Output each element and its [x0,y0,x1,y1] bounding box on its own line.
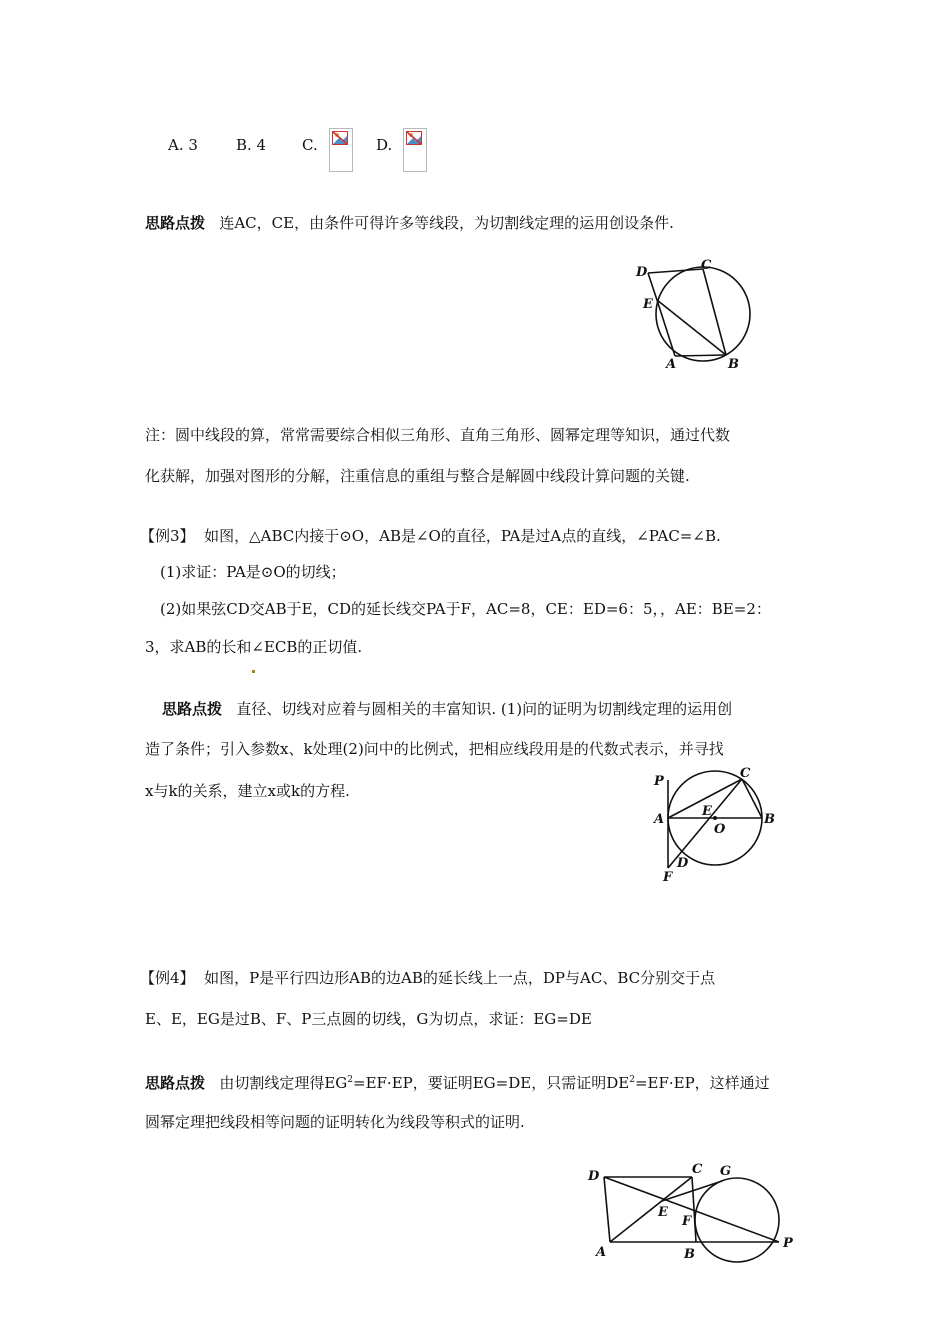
stray-dot [252,670,255,673]
hint-label: 思路点拨 [145,1074,206,1092]
label-c: C [701,258,712,273]
hint2-line-2: 造了条件；引入参数x、k处理(2)问中的比例式，把相应线段用是的代数式表示，并寻找 [145,740,724,758]
example3-statement [140,525,721,547]
label-a: A [666,357,677,372]
label-d: D [636,265,648,280]
example4-text-1: 如图，P是平行四边形AB的边AB的延长线上一点，DP与AC、BC分别交于点 [204,969,716,987]
example3-question-1: (1)求证：PA是⊙O的切线； [160,563,346,581]
label-c: C [740,766,751,781]
hint-label: 思路点拨 [162,700,223,718]
label-e: E [658,1205,668,1220]
label-d: D [588,1169,600,1184]
hint2-text-1: 直径、切线对应着与圆相关的丰富知识. (1)问的证明为切割线定理的运用创 [236,700,733,718]
hint3-line-2: 圆幂定理把线段相等问题的证明转化为线段等积式的证明. [145,1113,525,1131]
hint-label: 思路点拨 [145,214,206,232]
label-p: P [783,1236,793,1251]
label-e: E [702,804,712,819]
broken-image-icon [403,128,427,172]
option-a: A. 3 [168,136,198,154]
hint3-line-1: 思路点拨 由切割线定理得$EG^2=EF\cdot EP$，要证明EG=DE，只需证明$DE^2=EF\cdot EP$，这样通过 [145,1074,770,1092]
label-a: A [596,1245,607,1260]
example4-line-2: E、E，EG是过B、F、P三点圆的切线，G为切点，求证：EG=DE [145,1010,592,1028]
example3-question-2-cont: 3，求AB的长和∠ECB的正切值. [145,638,363,656]
label-a: A [654,812,665,827]
figure-circle-decab [630,256,760,374]
hint2-line-3: x与k的关系，建立x或k的方程. [145,782,350,800]
option-c: C. [302,136,318,154]
label-p: P [654,774,664,789]
broken-image-icon [329,128,353,172]
option-b: B. 4 [236,136,267,154]
label-b: B [728,357,739,372]
label-g: G [720,1164,732,1179]
label-e: E [643,297,653,312]
figure-circle-tangent [650,765,785,885]
hint-paragraph [145,212,674,234]
example3-tag: 【例3】 [140,527,195,545]
figure-parallelogram-circle [582,1155,807,1267]
label-f: F [663,870,673,885]
label-b: B [764,812,775,827]
label-o: O [714,822,726,837]
hint2-line-1 [162,698,732,720]
label-c: C [692,1162,703,1177]
label-b: B [684,1247,695,1262]
example4-tag: 【例4】 [140,969,195,987]
example3-question-2: (2)如果弦CD交AB于E，CD的延长线交PA于F，AC=8，CE：ED=6：5，，AE：BE=2： [160,600,771,618]
note-line-1: 注：圆中线段的算，常常需要综合相似三角形、直角三角形、圆幂定理等知识，通过代数 [145,426,731,444]
example4-line-1 [140,967,715,989]
label-f: F [682,1214,692,1229]
option-d: D. [376,136,393,154]
note-line-2: 化获解，加强对图形的分解，注重信息的重组与整合是解圆中线段计算问题的关键. [145,467,690,485]
label-d: D [677,856,689,871]
example3-text: 如图，△ABC内接于⊙O，AB是∠O的直径，PA是过A点的直线，∠PAC=∠B. [204,527,721,545]
hint-text: 连AC，CE，由条件可得许多等线段，为切割线定理的运用创设条件. [219,214,674,232]
